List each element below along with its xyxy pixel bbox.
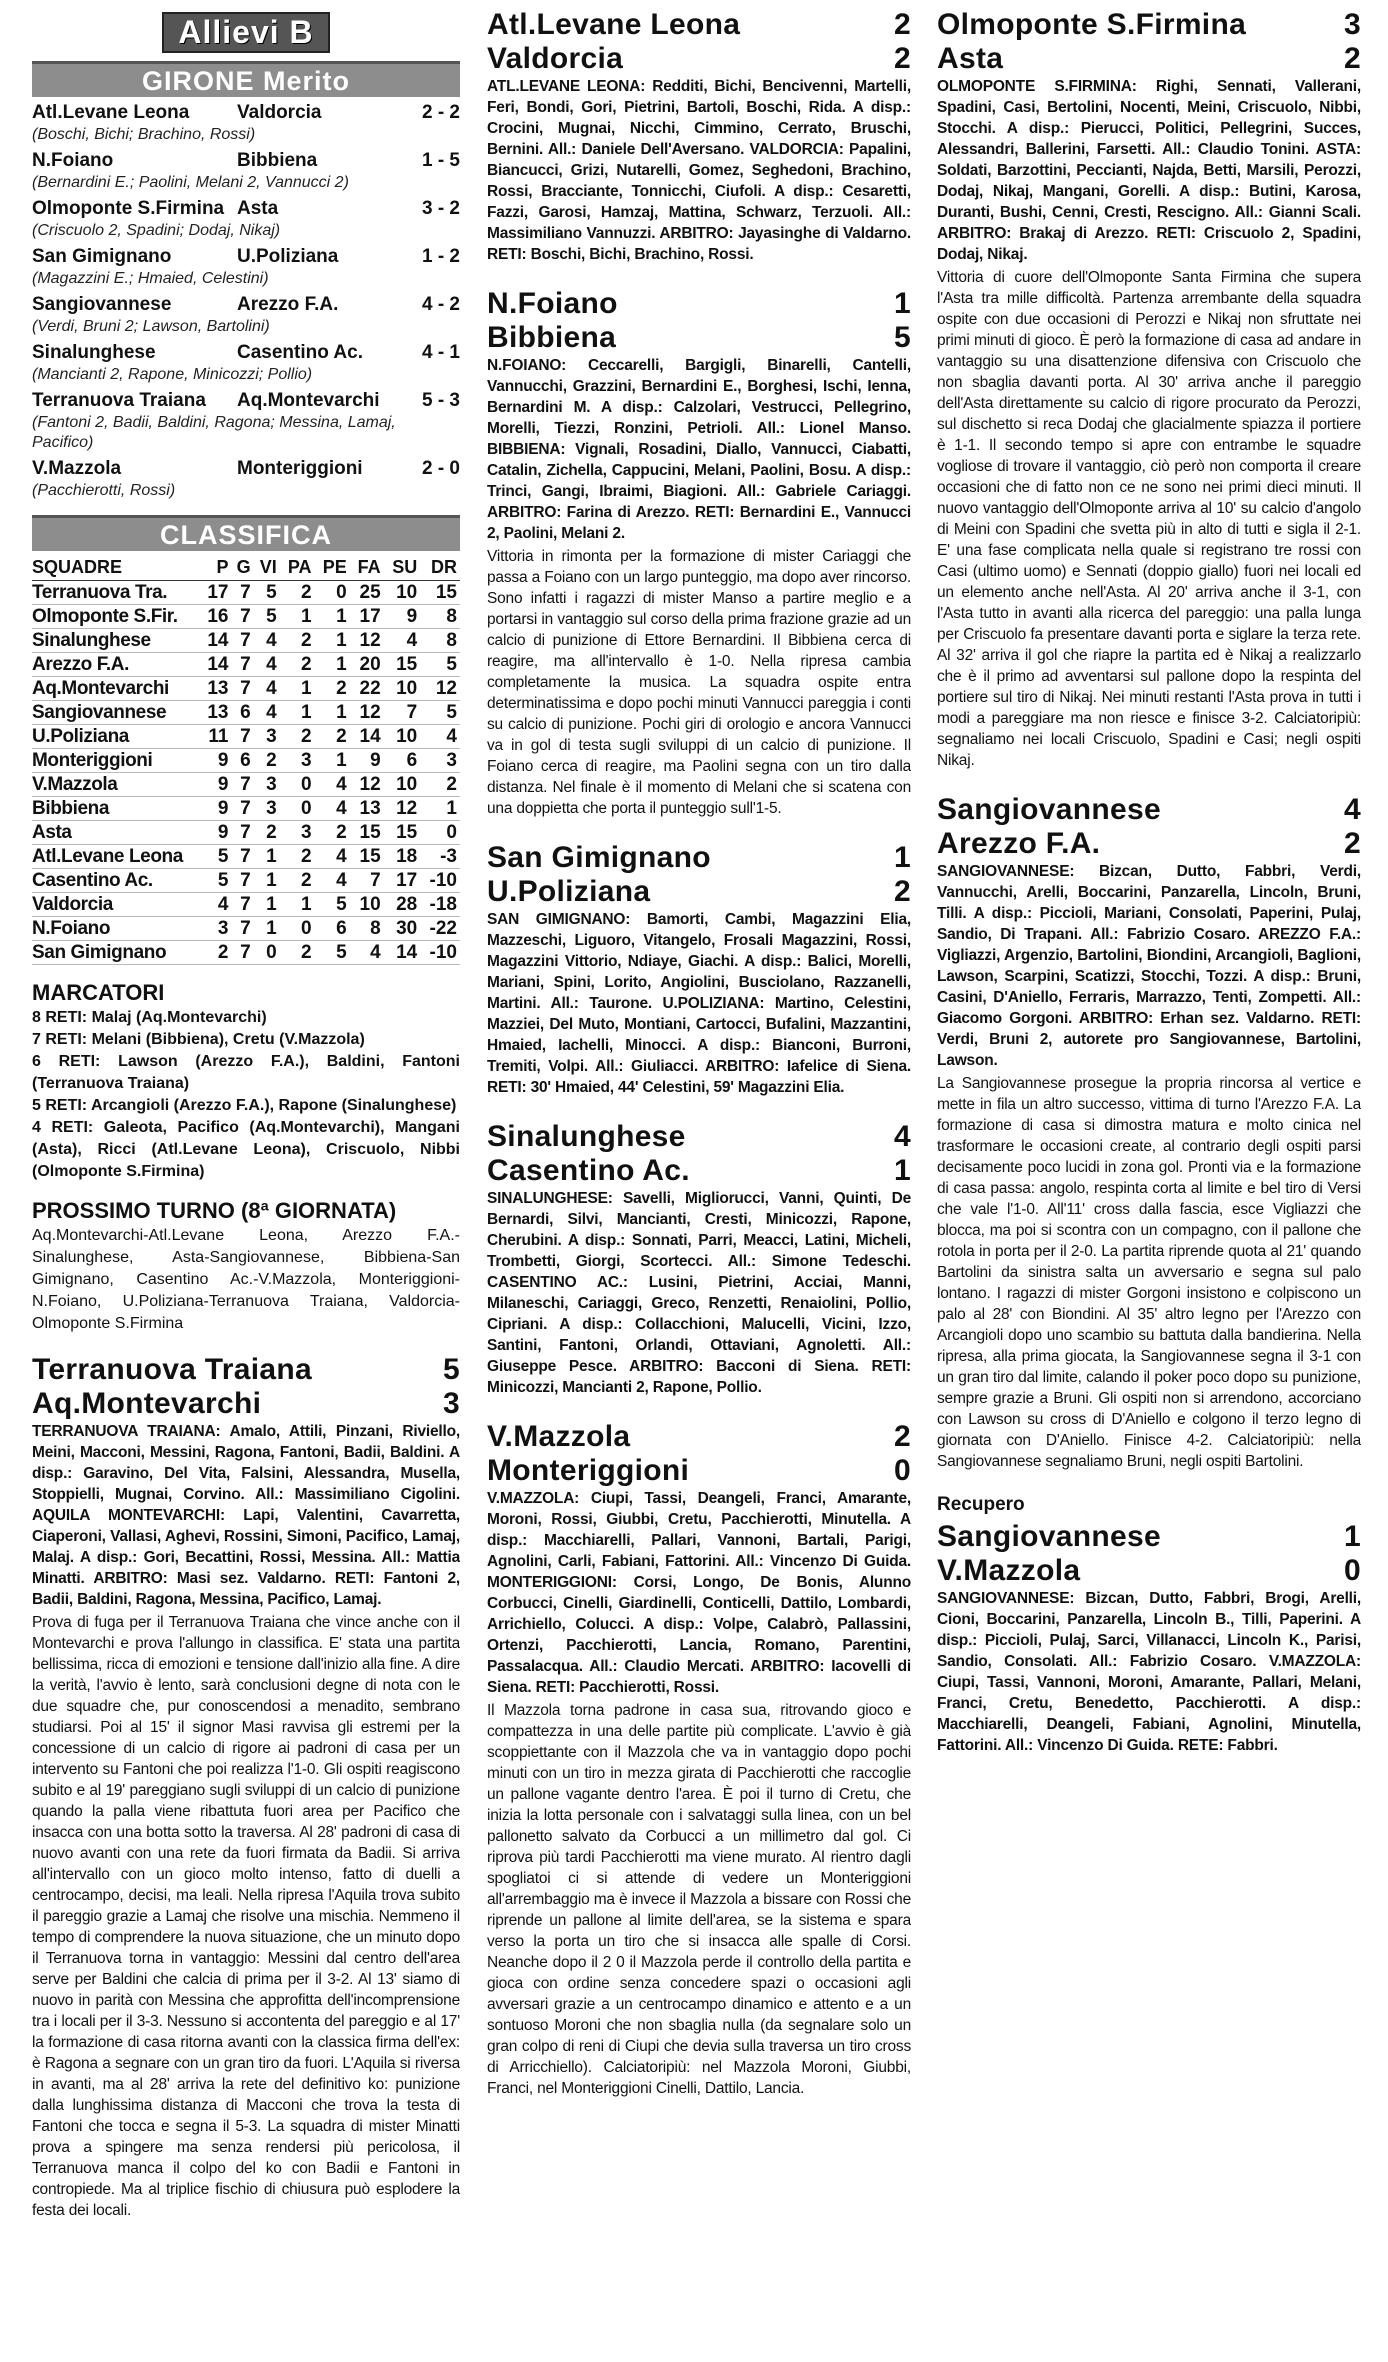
away-team: U.Poliziana (237, 246, 339, 267)
header-cell: VI (254, 555, 280, 581)
home-goals: 5 (443, 1353, 460, 1386)
stat-cell: 2 (315, 725, 350, 749)
stat-cell: 0 (280, 797, 315, 821)
stat-cell: 4 (254, 653, 280, 677)
stat-cell: 3 (200, 917, 231, 941)
away-team: Monteriggioni (237, 458, 363, 479)
result-item (32, 341, 460, 385)
match-report: La Sangiovannese prosegue la propria rincorsa al vertice e mette in fila un altro successo, vittima di turno l'Arezzo F.A. La formazione di casa si dimostra matura e molto cinica nel trasformare le occasioni create, al contrario degli ospiti parsi decisamente poco lucidi in zona gol. Pronti via e la formazione di casa passa: angolo, respinta corta al limite e bel tiro di Versi che vale l'1-0. All'11' cross dalla fascia, esce Vigliazzi che blocca, ma poi si scontra con un compagno, con il pallone che rotola in porta per il 2-0. La partita riprende quota al 21' quando Bartolini da sinistra salta un avversario e segna sul palo lontano. I ragazzi di mister Gorgoni insistono e colpiscono un palo al 28' con Biondini. Al 35' altro legno per l'Arezzo con Arcangioli dopo uno scambio su battuta dalla bandierina. Nella ripresa, alla prima giocata, la Sangiovannese segna il 3-1 con un gran tiro dal limite, calando il poker poco dopo su punizione, sempre grazie a Bruni. Gli ospiti non si arrendono, accorciano con Lawson su cross di D'Aniello e colgono il terzo legno di giornata con D'Aniello. Finisce 4-2. Calciatoripiù: nella Sangiovannese segnaliamo Bruni, negli ospiti Bartolini. (937, 1075, 1361, 1470)
stat-cell: 15 (384, 821, 421, 845)
home-team: Sangiovannese (937, 1520, 1161, 1553)
home-team: N.Foiano (32, 150, 114, 171)
away-team: Casentino Ac. (237, 342, 363, 363)
scorers: (Magazzini E.; Hmaied, Celestini) (32, 270, 269, 287)
standings-row (32, 845, 460, 869)
result-item (32, 457, 460, 501)
team-name-cell: U.Poliziana (32, 725, 200, 749)
stat-cell: 9 (200, 773, 231, 797)
next-round-text: Aq.Montevarchi-Atl.Levane Leona, Arezzo F.A.-Sinalunghese, Asta-Sangiovannese, Bibbiena-San Gimignano, Casentino Ac.-V.Mazzola, Monteriggioni-N.Foiano, U.Poliziana-Terranuova Traiana, Valdorcia-Olmoponte S.Firmina (32, 1227, 460, 1332)
stat-cell: 12 (350, 701, 384, 725)
stat-cell: 1 (280, 701, 315, 725)
team-name-cell: Olmoponte S.Fir. (32, 605, 200, 629)
stat-cell: 7 (231, 845, 253, 869)
classifica-title: CLASSIFICA (32, 515, 460, 551)
stat-cell: 2 (280, 725, 315, 749)
stat-cell: 3 (280, 821, 315, 845)
lineups: ATL.LEVANE LEONA: Redditi, Bichi, Bencivenni, Martelli, Feri, Bondi, Gori, Pietrini, Bartoli, Boschi, Rida. A disp.: Crocini, Mugnai, Nicchi, Cimmino, Cerrato, Bruschi, Bernini. All.: Daniele Dell'Aversano. VALDORCIA: Papalini, Biancucci, Grizi, Nutarelli, Gomez, Seghedoni, Brachino, Rossi, Bracciante, Tonnicchi, Ciufoli. A disp.: Cesaretti, Fazzi, Garosi, Hamzaj, Mattina, Schwarz, Terzuoli. All.: Massimiliano Vannuzzi. ARBITRO: Jayasinghe di Valdarno. RETI: Boschi, Bichi, Brachino, Rossi. (487, 78, 911, 263)
home-team: Atl.Levane Leona (487, 8, 741, 41)
stat-cell: 6 (384, 749, 421, 773)
standings-row (32, 701, 460, 725)
stat-cell: 2 (280, 629, 315, 653)
team-name-cell: Sangiovannese (32, 701, 200, 725)
next-round-title: PROSSIMO TURNO (8ª GIORNATA) (32, 1198, 397, 1223)
stat-cell: 12 (350, 773, 384, 797)
stat-cell: 2 (280, 653, 315, 677)
stat-cell: 0 (254, 941, 280, 965)
score: 1 - 5 (421, 150, 460, 171)
stat-cell: 18 (384, 845, 421, 869)
stat-cell: 0 (280, 773, 315, 797)
home-team: Atl.Levane Leona (32, 102, 190, 123)
stat-cell: 3 (254, 797, 280, 821)
stat-cell: 1 (280, 605, 315, 629)
result-item (32, 101, 460, 145)
stat-cell: 2 (254, 749, 280, 773)
stat-cell: 14 (350, 725, 384, 749)
score: 2 - 0 (421, 458, 460, 479)
stat-cell: 12 (420, 677, 460, 701)
stat-cell: 0 (280, 917, 315, 941)
team-name-cell: Sinalunghese (32, 629, 200, 653)
home-team: V.Mazzola (487, 1420, 631, 1453)
stat-cell: 28 (384, 893, 421, 917)
column-right (937, 8, 1361, 1756)
stat-cell: 10 (350, 893, 384, 917)
stat-cell: 22 (350, 677, 384, 701)
home-team: Sangiovannese (32, 294, 172, 315)
stat-cell: 1 (254, 917, 280, 941)
stat-cell: 7 (231, 821, 253, 845)
match-sangiovannese (937, 793, 1361, 1472)
stat-cell: 1 (254, 869, 280, 893)
standings-row (32, 629, 460, 653)
result-item (32, 245, 460, 289)
stat-cell: 7 (231, 797, 253, 821)
standings-row (32, 725, 460, 749)
home-team: V.Mazzola (32, 458, 122, 479)
stat-cell: 1 (315, 701, 350, 725)
standings-header-row (32, 555, 460, 581)
scorer-line: 4 RETI: Galeota, Pacifico (Aq.Montevarchi), Mangani (Asta), Ricci (Atl.Levane Leona), Criscuolo, Nibbi (Olmoponte S.Firmina) (32, 1119, 460, 1180)
home-team: N.Foiano (487, 287, 618, 320)
stat-cell: 13 (200, 677, 231, 701)
column-middle (487, 8, 911, 2099)
stat-cell: 1 (280, 893, 315, 917)
stat-cell: 5 (254, 605, 280, 629)
stat-cell: 10 (384, 581, 421, 605)
home-team: San Gimignano (487, 841, 711, 874)
stat-cell: 1 (315, 749, 350, 773)
stat-cell: 7 (231, 677, 253, 701)
stat-cell: 1 (315, 629, 350, 653)
stat-cell: 7 (231, 893, 253, 917)
stat-cell: 7 (350, 869, 384, 893)
stat-cell: 2 (315, 821, 350, 845)
lineups: SINALUNGHESE: Savelli, Migliorucci, Vanni, Quinti, De Bernardi, Silvi, Mancianti, Cresti, Minicozzi, Rapone, Cherubini. A disp.: Sonnati, Parri, Meacci, Latini, Micheli, Trombetti, Giorgi, Scortecci. All.: Simone Tedeschi. CASENTINO AC.: Lusini, Pietrini, Acciai, Manni, Milaneschi, Cariaggi, Greco, Renzetti, Renaiolini, Pollio, Cipriani. A disp.: Collacchioni, Malucelli, Vicini, Izzo, Santini, Fantoni, Orlandi, Ottaviani, Agnoletti. All.: Giuseppe Pesce. ARBITRO: Bacconi di Siena. RETI: Minicozzi, Mancianti 2, Rapone, Pollio. (487, 1190, 911, 1396)
stat-cell: 7 (231, 653, 253, 677)
stat-cell: 5 (315, 893, 350, 917)
away-team: V.Mazzola (937, 1554, 1081, 1587)
team-name-cell: Arezzo F.A. (32, 653, 200, 677)
stat-cell: 5 (200, 845, 231, 869)
stat-cell: 15 (420, 581, 460, 605)
stat-cell: 17 (384, 869, 421, 893)
stat-cell: 15 (350, 821, 384, 845)
score: 1 - 2 (421, 246, 460, 267)
scorer-line: 6 RETI: Lawson (Arezzo F.A.), Baldini, Fantoni (Terranuova Traiana) (32, 1053, 460, 1092)
scorer-line: 5 RETI: Arcangioli (Arezzo F.A.), Rapone (Sinalunghese) (32, 1097, 457, 1114)
away-team: Bibbiena (487, 321, 617, 354)
stat-cell: -10 (420, 869, 460, 893)
score: 4 - 2 (421, 294, 460, 315)
stat-cell: 10 (384, 773, 421, 797)
stat-cell: 20 (350, 653, 384, 677)
team-name-cell: Asta (32, 821, 200, 845)
stat-cell: 6 (231, 701, 253, 725)
away-team: Bibbiena (237, 150, 318, 171)
standings-table (32, 555, 460, 965)
stat-cell: 9 (200, 797, 231, 821)
stat-cell: 2 (280, 869, 315, 893)
home-team: Terranuova Traiana (32, 1353, 312, 1386)
stat-cell: 2 (254, 821, 280, 845)
stat-cell: 4 (254, 677, 280, 701)
away-goals: 0 (894, 1454, 911, 1487)
match-terranuova (32, 1353, 460, 2221)
away-goals: 0 (1344, 1554, 1361, 1587)
scorers: (Pacchierotti, Rossi) (32, 482, 176, 499)
stat-cell: 6 (231, 749, 253, 773)
home-goals: 4 (894, 1120, 911, 1153)
standings-body (32, 581, 460, 965)
stat-cell: 17 (350, 605, 384, 629)
stat-cell: 2 (315, 677, 350, 701)
team-name-cell: Bibbiena (32, 797, 200, 821)
stat-cell: 8 (420, 629, 460, 653)
girone-title: GIRONE Merito (32, 61, 460, 97)
stat-cell: -18 (420, 893, 460, 917)
match-foiano (487, 287, 911, 819)
stat-cell: 2 (280, 845, 315, 869)
stat-cell: 7 (231, 605, 253, 629)
stat-cell: 14 (200, 629, 231, 653)
away-team: Casentino Ac. (487, 1154, 690, 1187)
team-name-cell: Aq.Montevarchi (32, 677, 200, 701)
stat-cell: 13 (350, 797, 384, 821)
team-name-cell: Monteriggioni (32, 749, 200, 773)
stat-cell: 7 (231, 773, 253, 797)
match-report: Vittoria in rimonta per la formazione di mister Cariaggi che passa a Foiano con un largo punteggio, ma dopo aver rincorso. Sono infatti i ragazzi di mister Manso a partire meglio e a portarsi in vantaggio sul corso della prima frazione grazie ad un calcio di punizione di Ettore Bernardini. Il Bibbiena cerca di reagire, ma all'intervallo è 1-0. Nella ripresa cambia completamente la musica. La squadra ospite entra determinatissima e dopo pochi minuti Vannucci pareggia i conti su calcio di punizione. Pochi giri di orologio e ancora Vannucci va in gol di testa sugli sviluppi di un calcio di punizione. Il Foiano cerca di reagire, ma Paolini segna con un tiro dalla distanza. Nel finale è il momento di Melani che si scatena con una doppietta che porta il punteggio sull'1-5. (487, 548, 911, 817)
away-goals: 2 (894, 875, 911, 908)
away-team: Asta (937, 42, 1004, 75)
home-goals: 2 (894, 1420, 911, 1453)
home-team: Sangiovannese (937, 793, 1161, 826)
home-team: Sinalunghese (32, 342, 156, 363)
page-title: Allievi B (162, 12, 329, 53)
home-team: San Gimignano (32, 246, 172, 267)
stat-cell: 4 (200, 893, 231, 917)
standings-row (32, 605, 460, 629)
stat-cell: 7 (231, 869, 253, 893)
stat-cell: -3 (420, 845, 460, 869)
stat-cell: 7 (231, 941, 253, 965)
header-cell: FA (350, 555, 384, 581)
stat-cell: 2 (420, 773, 460, 797)
scorers: (Bernardini E.; Paolini, Melani 2, Vannucci 2) (32, 174, 349, 191)
stat-cell: 1 (254, 845, 280, 869)
match-levane (487, 8, 911, 265)
away-team: Asta (237, 198, 279, 219)
home-goals: 3 (1344, 8, 1361, 41)
lineups: SANGIOVANNESE: Bizcan, Dutto, Fabbri, Brogi, Arelli, Cioni, Boccarini, Panzarella, Lincoln B., Tilli, Paperini. A disp.: Piccioli, Pulaj, Sarci, Villanacci, Lincoln K., Parisi, Sandio, Consolati. All.: Fabrizio Cosaro. V.MAZZOLA: Ciupi, Tassi, Vannoni, Moroni, Amarante, Pallari, Melani, Franci, Cretu, Benedetto, Pacchierotti. A disp.: Macchiarelli, Deangeli, Fabiani, Agnolini, Minutella, Fattorini. All.: Vincenzo Di Guida. RETE: Fabbri. (937, 1590, 1361, 1754)
away-goals: 3 (443, 1387, 460, 1420)
away-team: Valdorcia (487, 42, 624, 75)
stat-cell: 5 (315, 941, 350, 965)
stat-cell: 8 (350, 917, 384, 941)
standings-row (32, 917, 460, 941)
stat-cell: 7 (231, 629, 253, 653)
away-team: Arezzo F.A. (237, 294, 339, 315)
stat-cell: 4 (420, 725, 460, 749)
match-report: Il Mazzola torna padrone in casa sua, ritrovando gioco e compattezza in una delle partite più complicate. L'avvio è già scoppiettante con il Mazzola che va in vantaggio dopo pochi minuti con un tiro in mezza girata di Pacchierotti che raccoglie un pallone vagante dentro l'area. È poi il turno di Cretu, che inizia la lotta personale con i salvataggi sulla linea, con un bel pallonetto salvato da Corbucci a un millimetro dal gol. Ci riprova più tardi Pacchierotti ma viene murato. Al rientro dagli spogliatoi ci si attende di vedere un Monteriggioni all'arrembaggio ma è invece il Mazzola a bissare con Rossi che riprende un pallone al limite dell'area, se la sistema e spara verso la porta un tiro che si insacca alle spalle di Corsi. Neanche dopo il 2 0 il Mazzola perde il controllo della partita e gioca con ordine senza concedere spazi o occasioni agli avversari grazie a un centrocampo dinamico e attento e a un sontuoso Moroni che non sbaglia nulla (da segnalare solo un gran colpo di reni di Ciupi che devia sulla traversa un tiro cross di Arricchiello). Calciatoripiù: nel Mazzola Moroni, Giubbi, Franci, nel Monteriggioni Cinelli, Dattilo, Lancia. (487, 1702, 911, 2097)
lineups: SAN GIMIGNANO: Bamorti, Cambi, Magazzini Elia, Mazzeschi, Liguoro, Vitangelo, Frosali Magazzini, Rossi, Magazzini Vittorio, Ndiaye, Giachi. A disp.: Balici, Morelli, Mariani, Spini, Lorito, Angiolini, Busciolano, Razzanelli, Martini. All.: Taurone. U.POLIZIANA: Martino, Celestini, Mazziei, Del Muto, Montiani, Cartocci, Bufalini, Mazzantini, Hmaied, Iachelli, Minocci. A disp.: Bianconi, Burroni, Tremiti, Volpi. All.: Giuliacci. ARBITRO: Iafelice di Siena. RETI: 30' Hmaied, 44' Celestini, 59' Magazzini Elia. (487, 911, 911, 1096)
standings-row (32, 773, 460, 797)
header-cell: SQUADRE (32, 555, 200, 581)
team-name-cell: Terranuova Tra. (32, 581, 200, 605)
score: 3 - 2 (421, 198, 460, 219)
stat-cell: 11 (200, 725, 231, 749)
lineups: SANGIOVANNESE: Bizcan, Dutto, Fabbri, Verdi, Vannucchi, Arelli, Boccarini, Panzarella, Lincoln, Bruni, Tilli. A disp.: Piccioli, Mariani, Consolati, Paperini, Pulaj, Sandio, Di Trapani. All.: Fabrizio Cosaro. AREZZO F.A.: Vigliazzi, Argenzio, Bartolini, Biondini, Arcangioli, Baglioni, Lawson, Scarpini, Scatizzi, Stocchi, Tozzi. A disp.: Bruni, Casini, D'Aniello, Ferraris, Marrazzo, Tenti, Zompetti. All.: Giacomo Gorgoni. ARBITRO: Erhan sez. Valdarno. RETI: Verdi, Bruni 2, autorete pro Sangiovannese, Bartolini, Lawson. (937, 863, 1361, 1069)
stat-cell: 4 (315, 773, 350, 797)
home-goals: 1 (894, 287, 911, 320)
stat-cell: 4 (315, 797, 350, 821)
stat-cell: 9 (200, 821, 231, 845)
standings-row (32, 581, 460, 605)
stat-cell: 12 (384, 797, 421, 821)
stat-cell: 5 (254, 581, 280, 605)
stat-cell: 4 (350, 941, 384, 965)
match-report: Prova di fuga per il Terranuova Traiana che vince anche con il Montevarchi e prova l'allungo in classifica. E' stata una partita bellissima, ricca di emozioni e tensione dall'inizio alla fine. A dire la verità, l'avvio è lento, sarà conclusioni degne di nota con le due squadre che, pur conoscendosi a menadito, sembrano studiarsi. Poi al 15' il signor Masi ravvisa gli estremi per la concessione di un calcio di rigore ai padroni di casa per un intervento su Fantoni che poi realizza l'1-0. Gli ospiti reagiscono subito e al 19' pareggiano sugli sviluppi di un calcio di punizione quando la palla viene ribattuta fuori area per Pacifico che insacca con una botta sotto la traversa. Al 28' padroni di casa di nuovo avanti con una rete da fuori firmata da Badii. Si arriva all'intervallo con un gioco molto intenso, fatto di duelli a centrocampo, decisi, ma leali. Nella ripresa l'Aquila trova subito il pareggio grazie a Lamaj che risolve una mischia. Nemmeno il tempo di comprendere la nuova situazione, che un minuto dopo il Terranuova torna in vantaggio: Messini dal centro dell'area serve per Baldini che calcia di prima per il 3-2. Al 13' siamo di nuovo in parità con Messina che approfitta dell'incomprensione tra i locali per il 3-3. Nessuno si accontenta del pareggio e al 17' la formazione di casa ritorna avanti con la classica firma dell'ex: è Ragona a segnare con un gran tiro da fuori. L'Aquila si riversa in avanti, ma al 28' arriva la rete del definitivo ko: punizione dalla lunghissima distanza di Macconi che trova la testa di Fantoni che tocca e segna il 5-3. La squadra di mister Minatti prova a spingere ma senza rendersi più pericolosa, il Terranuova manca il colpo del ko con Badii e Fantoni in contropiede. Ma al triplice fischio di chiusura può esplodere la festa dei locali. (32, 1614, 460, 2219)
home-goals: 2 (894, 8, 911, 41)
scorers: (Criscuolo 2, Spadini; Dodaj, Nikaj) (32, 222, 281, 239)
stat-cell: 5 (420, 701, 460, 725)
standings-row (32, 797, 460, 821)
header-cell: PA (280, 555, 315, 581)
header-cell: SU (384, 555, 421, 581)
team-name-cell: V.Mazzola (32, 773, 200, 797)
stat-cell: 30 (384, 917, 421, 941)
away-team: Arezzo F.A. (937, 827, 1101, 860)
stat-cell: 13 (200, 701, 231, 725)
stat-cell: 14 (384, 941, 421, 965)
header-cell: DR (420, 555, 460, 581)
stat-cell: 15 (350, 845, 384, 869)
results-list (32, 101, 460, 501)
stat-cell: 4 (384, 629, 421, 653)
standings-row (32, 941, 460, 965)
stat-cell: 1 (420, 797, 460, 821)
standings-row (32, 869, 460, 893)
standings-row (32, 821, 460, 845)
stat-cell: 3 (280, 749, 315, 773)
stat-cell: 7 (231, 917, 253, 941)
section-banner (32, 8, 460, 55)
header-cell: PE (315, 555, 350, 581)
away-goals: 1 (894, 1154, 911, 1187)
team-name-cell: Atl.Levane Leona (32, 845, 200, 869)
match-mazzola (487, 1420, 911, 2099)
scorer-line: 7 RETI: Melani (Bibbiena), Cretu (V.Mazzola) (32, 1031, 365, 1048)
stat-cell: 17 (200, 581, 231, 605)
header-cell: P (200, 555, 231, 581)
stat-cell: 0 (420, 821, 460, 845)
stat-cell: 4 (254, 629, 280, 653)
stat-cell: 5 (200, 869, 231, 893)
score: 5 - 3 (421, 390, 460, 411)
stat-cell: 5 (420, 653, 460, 677)
stat-cell: -10 (420, 941, 460, 965)
stat-cell: 4 (315, 869, 350, 893)
standings-row (32, 893, 460, 917)
team-name-cell: N.Foiano (32, 917, 200, 941)
stat-cell: 14 (200, 653, 231, 677)
home-goals: 1 (1344, 1520, 1361, 1553)
result-item (32, 197, 460, 241)
lineups: OLMOPONTE S.FIRMINA: Righi, Sennati, Vallerani, Spadini, Casi, Bertolini, Nocenti, Meini, Criscuolo, Nibbi, Stocchi. A disp.: Pierucci, Politici, Pellegrini, Succes, Alessandri, Ballerini, Farsetti. All.: Claudio Tonini. ASTA: Soldati, Barzottini, Peccianti, Najda, Betti, Marsili, Perozzi, Dodaj, Nikaj, Mangani, Gorelli. A disp.: Butini, Karosa, Duranti, Bushi, Cenni, Cresti, Rescigno. All.: Gianni Scali. ARBITRO: Brakaj di Arezzo. RETI: Criscuolo 2, Spadini, Dodaj, Nikaj. (937, 78, 1361, 263)
away-team: Valdorcia (237, 102, 322, 123)
stat-cell: 12 (350, 629, 384, 653)
stat-cell: 1 (280, 677, 315, 701)
scorers: (Fantoni 2, Badii, Baldini, Ragona; Messina, Lamaj, Pacifico) (32, 414, 396, 451)
stat-cell: 9 (350, 749, 384, 773)
scorers: (Verdi, Bruni 2; Lawson, Bartolini) (32, 318, 270, 335)
match-recupero (937, 1520, 1361, 1756)
away-team: Monteriggioni (487, 1454, 690, 1487)
home-team: Sinalunghese (487, 1120, 686, 1153)
column-left (32, 8, 460, 2221)
stat-cell: 8 (420, 605, 460, 629)
team-name-cell: Valdorcia (32, 893, 200, 917)
stat-cell: -22 (420, 917, 460, 941)
stat-cell: 10 (384, 725, 421, 749)
stat-cell: 3 (254, 725, 280, 749)
stat-cell: 3 (420, 749, 460, 773)
match-sinalunghese (487, 1120, 911, 1398)
lineups: V.MAZZOLA: Ciupi, Tassi, Deangeli, Franci, Amarante, Moroni, Rossi, Giubbi, Cretu, Pacchierotti, Minutella. A disp.: Macchiarelli, Pallari, Vannoni, Bartali, Parigi, Agnolini, Carli, Fabiani, Fattorini. All.: Vincenzo Di Guida. MONTERIGGIONI: Corsi, Longo, De Bonis, Alunno Corbucci, Cinelli, Giardinelli, Conticelli, Dattilo, Lombardi, Arrichiello, Colucci. A disp.: Volpe, Calabrò, Pallassini, Ortenzi, Pacchierotti, Lancia, Romano, Parentini, Passalacqua. All.: Claudio Mercati. ARBITRO: Iacovelli di Siena. RETI: Pacchierotti, Rossi. (487, 1490, 911, 1696)
team-name-cell: San Gimignano (32, 941, 200, 965)
score: 4 - 1 (421, 342, 460, 363)
standings-row (32, 749, 460, 773)
stat-cell: 7 (231, 725, 253, 749)
stat-cell: 2 (200, 941, 231, 965)
lineups: TERRANUOVA TRAIANA: Amalo, Attili, Pinzani, Riviello, Meini, Macconi, Messini, Ragona, Fantoni, Badii, Baldini. A disp.: Garavino, Del Vita, Falsini, Alessandra, Musella, Stoppielli, Mugnai, Corvino. All.: Massimiliano Cigolini. AQUILA MONTEVARCHI: Lapi, Valentini, Cavarretta, Ciaperoni, Vallasi, Aghevi, Rossini, Simoni, Pacifico, Lamaj, Malaj. A disp.: Gori, Becattini, Rossi, Messina. All.: Mattia Minatti. ARBITRO: Masi sez. Valdarno. RETI: Fantoni 2, Badii, Baldini, Ragona, Messina, Pacifico, Lamaj. (32, 1423, 460, 1608)
stat-cell: 1 (315, 605, 350, 629)
stat-cell: 3 (254, 773, 280, 797)
team-name-cell: Casentino Ac. (32, 869, 200, 893)
stat-cell: 4 (315, 845, 350, 869)
home-team: Olmoponte S.Firmina (32, 198, 225, 219)
stat-cell: 25 (350, 581, 384, 605)
stat-cell: 1 (315, 653, 350, 677)
result-item (32, 149, 460, 193)
stat-cell: 10 (384, 677, 421, 701)
home-goals: 1 (894, 841, 911, 874)
stat-cell: 15 (384, 653, 421, 677)
stat-cell: 9 (384, 605, 421, 629)
away-team: Aq.Montevarchi (32, 1387, 262, 1420)
stat-cell: 2 (280, 941, 315, 965)
stat-cell: 1 (254, 893, 280, 917)
away-team: U.Poliziana (487, 875, 651, 908)
stat-cell: 9 (200, 749, 231, 773)
result-item (32, 293, 460, 337)
standings-row (32, 653, 460, 677)
score: 2 - 2 (421, 102, 460, 123)
match-gimignano (487, 841, 911, 1098)
lineups: N.FOIANO: Ceccarelli, Bargigli, Binarelli, Cantelli, Vannucchi, Grazzini, Bernardini E., Borghesi, Ischi, Ienna, Bernardini M. A disp.: Calzolari, Vestrucci, Pellegrino, Morelli, Tiezzi, Ronzini, Petrioli. All.: Lionel Manso. BIBBIENA: Vignali, Rosadini, Diallo, Vannucci, Ciabatti, Catalin, Zichella, Cappucini, Melani, Paolini, Bosu. A disp.: Trinci, Gangi, Ibraimi, Biagioni. All.: Gabriele Cariaggi. ARBITRO: Farina di Arezzo. RETI: Bernardini E., Vannucci 2, Paolini, Melani 2. (487, 357, 911, 542)
match-report: Vittoria di cuore dell'Olmoponte Santa Firmina che supera l'Asta tra mille difficoltà. Partenza arrembante della squadra ospite con due occasioni di Perozzi e Nikaj non sfruttate nei primi minuti di gioco. È però la formazione di casa ad andare in vantaggio su una disattenzione difensiva con Criscuolo che non sbaglia davanti porta. Al 30' arriva anche il pareggio dell'Asta direttamente su calcio di rigore procurato da Perozzi, sul dischetto si reca Dodaj che glacialmente spiazza il portiere è 1-1. Il secondo tempo si apre con entrambe le squadre vogliose di trovare il vantaggio, ciò però non comporta il creare occasioni che di fatto non ce ne sono nei primi dieci minuti. Il nuovo vantaggio dell'Olmoponte arriva al 10' su calcio d'angolo di Meini con Spadini che svetta più in alto di tutti e sigla il 2-1. E' una fase complicata nella quale si registrano tre rossi con Casi (ultimo uomo) e Sennati (doppio giallo) fuori nei locali ed un elemento anche nell'Asta. Al 20' arriva anche il 3-1, con l'Asta tutto in avanti alla ricerca del pareggio: una palla lunga per Criscuolo fa presentare davanti porta e siglare la terza rete. Al 32' arriva il gol che riapre la partita ed è Nikaj a realizzarlo che è il primo ad avventarsi sul pallone dopo la respinta del portiere sul tiro di Nikaj. Nei minuti restanti l'Asta prova in tutti i modi a pareggiare ma non riesce e finisce 3-2. Calciatoripiù: segnaliamo nei locali Criscuolo, Spadini e Casi; negli ospiti Nikaj. (937, 269, 1361, 769)
away-goals: 2 (894, 42, 911, 75)
scorers: (Mancianti 2, Rapone, Minicozzi; Pollio) (32, 366, 313, 383)
away-team: Aq.Montevarchi (237, 390, 380, 411)
scorer-line: 8 RETI: Malaj (Aq.Montevarchi) (32, 1009, 267, 1026)
away-goals: 2 (1344, 827, 1361, 860)
stat-cell: 0 (315, 581, 350, 605)
home-goals: 4 (1344, 793, 1361, 826)
stat-cell: 6 (315, 917, 350, 941)
standings-row (32, 677, 460, 701)
stat-cell: 7 (231, 581, 253, 605)
scorers: (Boschi, Bichi; Brachino, Rossi) (32, 126, 256, 143)
stat-cell: 7 (384, 701, 421, 725)
home-team: Terranuova Traiana (32, 390, 206, 411)
away-goals: 2 (1344, 42, 1361, 75)
match-olmoponte (937, 8, 1361, 771)
away-goals: 5 (894, 321, 911, 354)
home-team: Olmoponte S.Firmina (937, 8, 1247, 41)
stat-cell: 2 (280, 581, 315, 605)
recupero-label: Recupero (937, 1494, 1025, 1515)
header-cell: G (231, 555, 253, 581)
marcatori-title: MARCATORI (32, 980, 165, 1005)
result-item (32, 389, 460, 453)
stat-cell: 16 (200, 605, 231, 629)
stat-cell: 4 (254, 701, 280, 725)
